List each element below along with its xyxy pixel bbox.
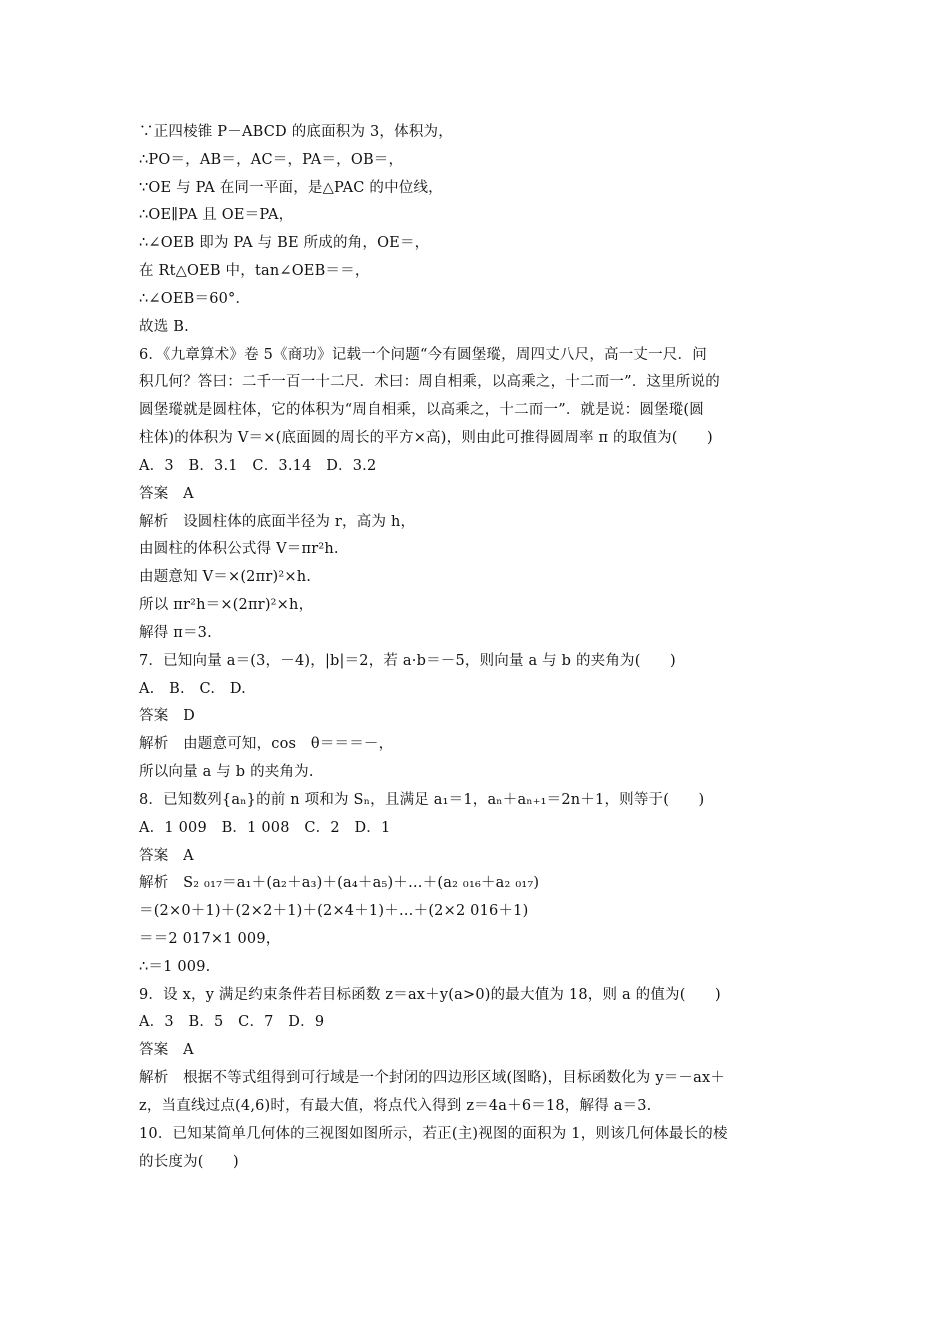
text-line: ∴OE∥PA 且 OE＝PA， bbox=[139, 207, 294, 223]
text-line: ∴PO＝，AB＝，AC＝，PA＝，OB＝， bbox=[139, 152, 404, 168]
question-6: 6．《九章算术》卷 5《商功》记载一个问题“今有圆堡瑽，周四丈八尺，高一丈一尺．问 bbox=[139, 347, 707, 363]
text-line: ∵正四棱锥 P－ABCD 的底面积为 3，体积为， bbox=[139, 124, 453, 140]
options-line: A．3 B．3.1 C．3.14 D．3.2 bbox=[139, 458, 377, 474]
analysis-line: 解析 设圆柱体的底面半径为 r，高为 h， bbox=[139, 514, 416, 530]
options-line: A．3 B．5 C．7 D．9 bbox=[139, 1014, 325, 1030]
analysis-line: 解析 S₂ ₀₁₇＝a₁＋(a₂＋a₃)＋(a₄＋a₅)＋…＋(a₂ ₀₁₆＋a₂ ₀₁₇) bbox=[139, 875, 540, 891]
text-line: 解得 π＝3. bbox=[139, 625, 212, 641]
text-line: ∴∠OEB＝60°． bbox=[139, 291, 251, 307]
text-line: 由题意知 V＝×(2πr)²×h. bbox=[139, 569, 312, 585]
options-line: A. B. C. D. bbox=[139, 681, 246, 697]
text-line: ∴∠OEB 即为 PA 与 BE 所成的角，OE＝， bbox=[139, 235, 430, 251]
text-line: 故选 B. bbox=[139, 319, 189, 335]
text-line: 在 Rt△OEB 中，tan∠OEB＝＝， bbox=[139, 263, 370, 279]
analysis-line: 解析 由题意可知，cos θ＝＝＝－， bbox=[139, 736, 394, 752]
question-10: 10．已知某简单几何体的三视图如图所示，若正(主)视图的面积为 1，则该几何体最长的棱 bbox=[139, 1126, 728, 1142]
text-line: z，当直线过点(4,6)时，有最大值，将点代入得到 z＝4a＋6＝18，解得 a＝3. bbox=[139, 1098, 652, 1114]
text-line: ＝＝2 017×1 009， bbox=[139, 931, 281, 947]
text-line: 积几何？答曰：二千一百一十二尺．术曰：周自相乘，以高乘之，十二而一”．这里所说的 bbox=[139, 374, 720, 390]
text-line: ∵OE 与 PA 在同一平面，是△PAC 的中位线， bbox=[139, 180, 443, 196]
options-line: A．1 009 B．1 008 C．2 D．1 bbox=[139, 820, 391, 836]
text-line: 所以向量 a 与 b 的夹角为. bbox=[139, 764, 314, 780]
text-line: ＝(2×0＋1)＋(2×2＋1)＋(2×4＋1)＋…＋(2×2 016＋1) bbox=[139, 903, 529, 919]
question-8: 8．已知数列{aₙ}的前 n 项和为 Sₙ，且满足 a₁＝1，aₙ＋aₙ₊₁＝2n＋1，则等于( ) bbox=[139, 792, 705, 808]
question-9: 9．设 x，y 满足约束条件若目标函数 z＝ax＋y(a>0)的最大值为 18，则 a 的值为( ) bbox=[139, 987, 721, 1003]
answer-line: 答案 D bbox=[139, 708, 195, 724]
answer-line: 答案 A bbox=[139, 486, 194, 502]
question-7: 7．已知向量 a＝(3，－4)，|b|＝2，若 a·b＝－5，则向量 a 与 b 的夹角为( ) bbox=[139, 653, 676, 669]
text-line: 柱体)的体积为 V＝×(底面圆的周长的平方×高)，则由此可推得圆周率 π 的取值为( ) bbox=[139, 430, 713, 446]
text-line: 的长度为( ) bbox=[139, 1154, 239, 1170]
text-line: ∴＝1 009. bbox=[139, 959, 211, 975]
text-line: 由圆柱的体积公式得 V＝πr²h. bbox=[139, 541, 339, 557]
answer-line: 答案 A bbox=[139, 1042, 194, 1058]
text-line: 圆堡瑽就是圆柱体，它的体积为“周自相乘，以高乘之，十二而一”．就是说：圆堡瑽(圆 bbox=[139, 402, 704, 418]
answer-line: 答案 A bbox=[139, 848, 194, 864]
analysis-line: 解析 根据不等式组得到可行域是一个封闭的四边形区域(图略)，目标函数化为 y＝－ax＋ bbox=[139, 1070, 726, 1086]
text-line: 所以 πr²h＝×(2πr)²×h， bbox=[139, 597, 314, 613]
